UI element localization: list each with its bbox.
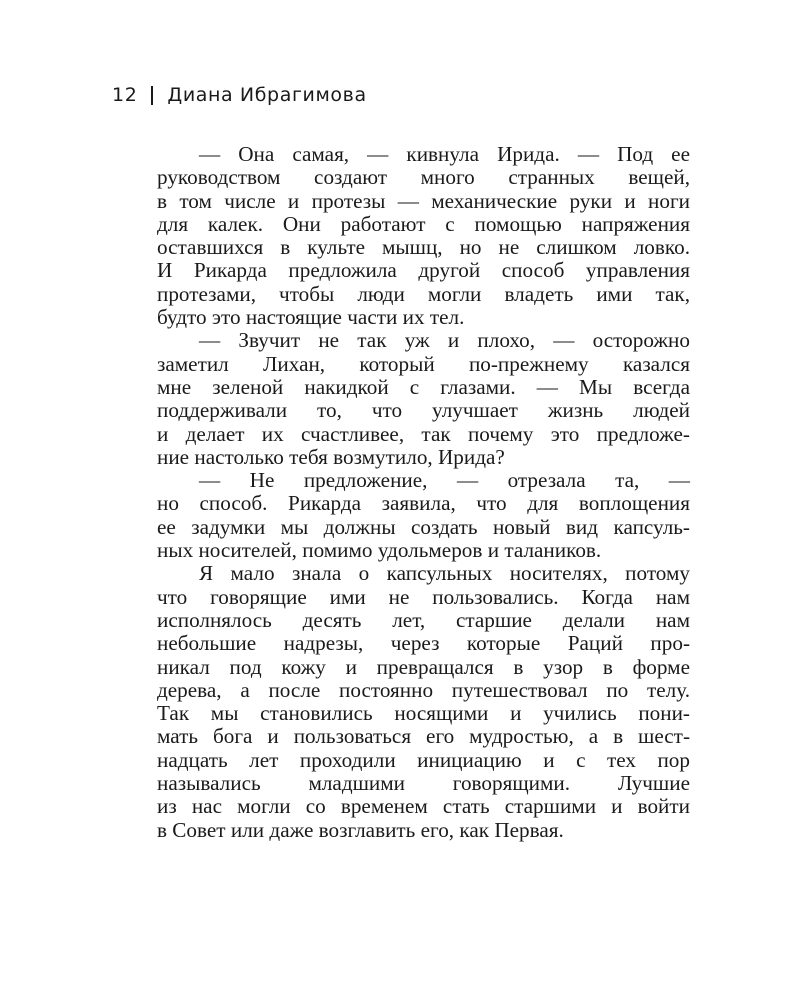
text-line: никал под кожу и превращался в узор в форме — [157, 654, 690, 679]
text-line: — Она самая, — кивнула Ирида. — Под ее — [199, 142, 690, 166]
text-line: дерева, а после постоянно путешествовал по телу. — [157, 677, 690, 702]
running-head — [112, 82, 367, 108]
text-line: поддерживали то, что улучшает жизнь людей — [157, 398, 690, 423]
text-line: Я мало знала о капсульных носителях, потому — [199, 561, 690, 586]
text-line: что говорящие ими не пользовались. Когда нам — [157, 584, 690, 609]
body-text — [157, 143, 690, 842]
text-line: И Рикарда предложила другой способ управления — [157, 258, 690, 283]
text-line: — Не предложение, — отрезала та, — — [199, 468, 690, 493]
text-line: оставшихся в культе мышц, но не слишком ловко. — [157, 235, 690, 260]
paragraph — [157, 143, 690, 329]
text-line: Так мы становились носящими и учились пони- — [157, 701, 690, 726]
text-line: надцать лет проходили инициацию и с тех пор — [157, 747, 690, 772]
header-separator — [151, 86, 153, 105]
paragraph — [157, 562, 690, 842]
author-name: Диана Ибрагимова — [167, 84, 367, 106]
text-line: ее задумки мы должны создать новый вид капсуль- — [157, 514, 690, 539]
text-line: для калек. Они работают с помощью напряжения — [157, 211, 690, 236]
text-line: мать бога и пользоваться его мудростью, а в шест- — [157, 724, 690, 749]
paragraph — [157, 469, 690, 562]
text-line: руководством создают много странных вещей, — [157, 165, 690, 190]
text-line: назывались младшими говорящими. Лучшие — [157, 771, 690, 796]
text-line: и делает их счастливее, так почему это предложе- — [157, 421, 690, 446]
text-line: из нас могли со временем стать старшими и войти — [157, 794, 690, 819]
text-line: исполнялось десять лет, старшие делали нам — [157, 607, 690, 632]
paragraph — [157, 329, 690, 469]
text-line: ных носителей, помимо удольмеров и талаников. — [157, 538, 602, 563]
text-line: протезами, чтобы люди могли владеть ими так, — [157, 281, 690, 306]
text-line: в том числе и протезы — механические руки и ноги — [157, 188, 690, 213]
text-line: но способ. Рикарда заявила, что для воплощения — [157, 491, 690, 516]
text-line: небольшие надрезы, через которые Раций про- — [157, 631, 690, 656]
text-line: мне зеленой накидкой с глазами. — Мы всегда — [157, 374, 690, 399]
text-line: заметил Лихан, который по-прежнему казался — [157, 351, 690, 376]
page-number: 12 — [112, 84, 138, 106]
text-line: в Совет или даже возглавить его, как Первая. — [157, 817, 564, 842]
text-line: — Звучит не так уж и плохо, — осторожно — [199, 328, 690, 353]
text-line: ние настолько тебя возмутило, Ирида? — [157, 444, 505, 469]
text-line: будто это настоящие части их тел. — [157, 305, 465, 330]
